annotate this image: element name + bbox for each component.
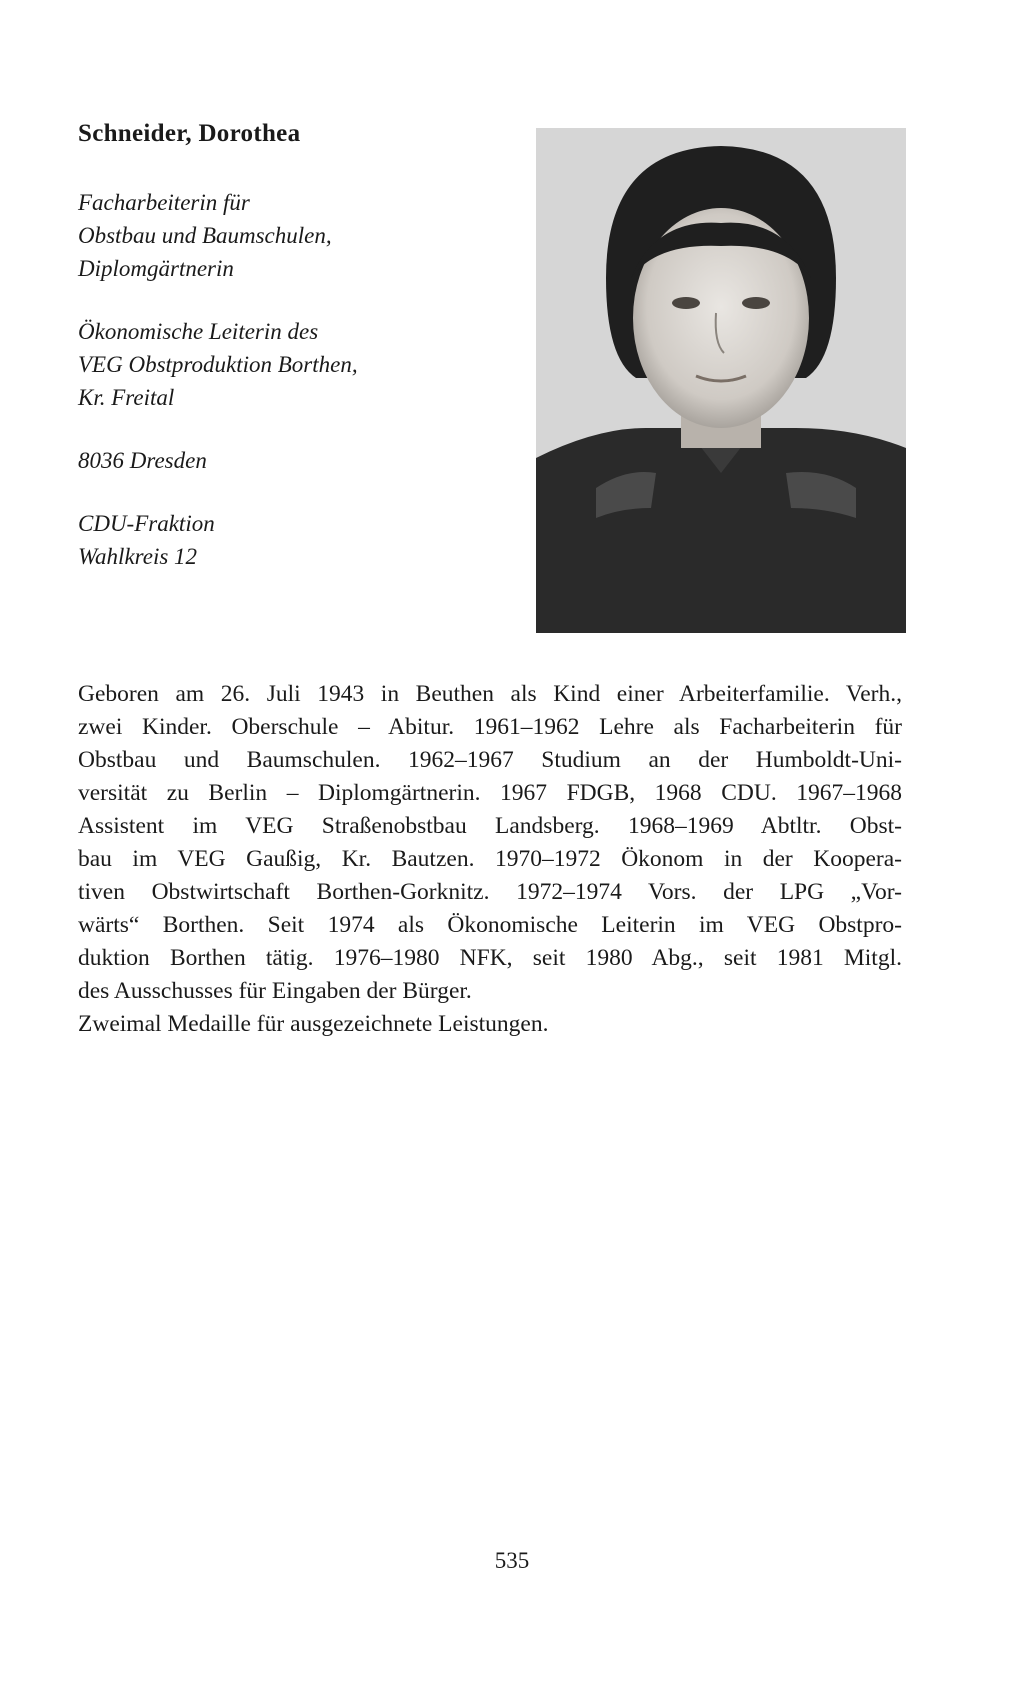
position-line: Kr. Freital [78, 385, 175, 410]
location-block [78, 444, 518, 477]
biography-line: des Ausschusses für Eingaben der Bürger. [78, 978, 472, 1004]
constituency-line: Wahlkreis 12 [78, 544, 198, 569]
portrait-photo [536, 128, 906, 633]
location-line: 8036 Dresden [78, 448, 207, 473]
profession-line: Facharbeiterin für [78, 190, 250, 215]
biography-line: tiven Obstwirtschaft Borthen-Gorknitz. 1972–1974 Vors. der LPG „Vor- [78, 879, 902, 905]
biography-line: wärts“ Borthen. Seit 1974 als Ökonomische Leiterin im VEG Obstpro- [78, 912, 902, 938]
biography-line: zwei Kinder. Oberschule – Abitur. 1961–1962 Lehre als Facharbeiterin für [78, 714, 902, 740]
position-block [78, 315, 518, 414]
biography-line: duktion Borthen tätig. 1976–1980 NFK, seit 1980 Abg., seit 1981 Mitgl. [78, 945, 902, 971]
faction-line: CDU-Fraktion [78, 511, 215, 536]
biography-line: Assistent im VEG Straßenobstbau Landsberg. 1968–1969 Abtltr. Obst- [78, 813, 902, 839]
biography-line: versität zu Berlin – Diplomgärtnerin. 1967 FDGB, 1968 CDU. 1967–1968 [78, 780, 902, 806]
position-line: Ökonomische Leiterin des [78, 319, 319, 344]
page-number: 535 [494, 1548, 530, 1573]
biography-text [78, 678, 902, 1041]
profession-line: Diplomgärtnerin [78, 256, 234, 281]
person-name: Schneider, Dorothea [78, 120, 301, 147]
biography-line: Zweimal Medaille für ausgezeichnete Leistungen. [78, 1011, 549, 1037]
portrait-illustration [536, 128, 906, 633]
faction-block [78, 507, 518, 573]
profession-line: Obstbau und Baumschulen, [78, 223, 332, 248]
biography-line: bau im VEG Gaußig, Kr. Bautzen. 1970–1972 Ökonom in der Koopera- [78, 846, 902, 872]
profession-block [78, 186, 518, 285]
biography-line: Obstbau und Baumschulen. 1962–1967 Studium an der Humboldt-Uni- [78, 747, 902, 773]
biography-line: Geboren am 26. Juli 1943 in Beuthen als Kind einer Arbeiterfamilie. Verh., [78, 681, 902, 707]
person-details [78, 186, 518, 603]
position-line: VEG Obstproduktion Borthen, [78, 352, 358, 377]
